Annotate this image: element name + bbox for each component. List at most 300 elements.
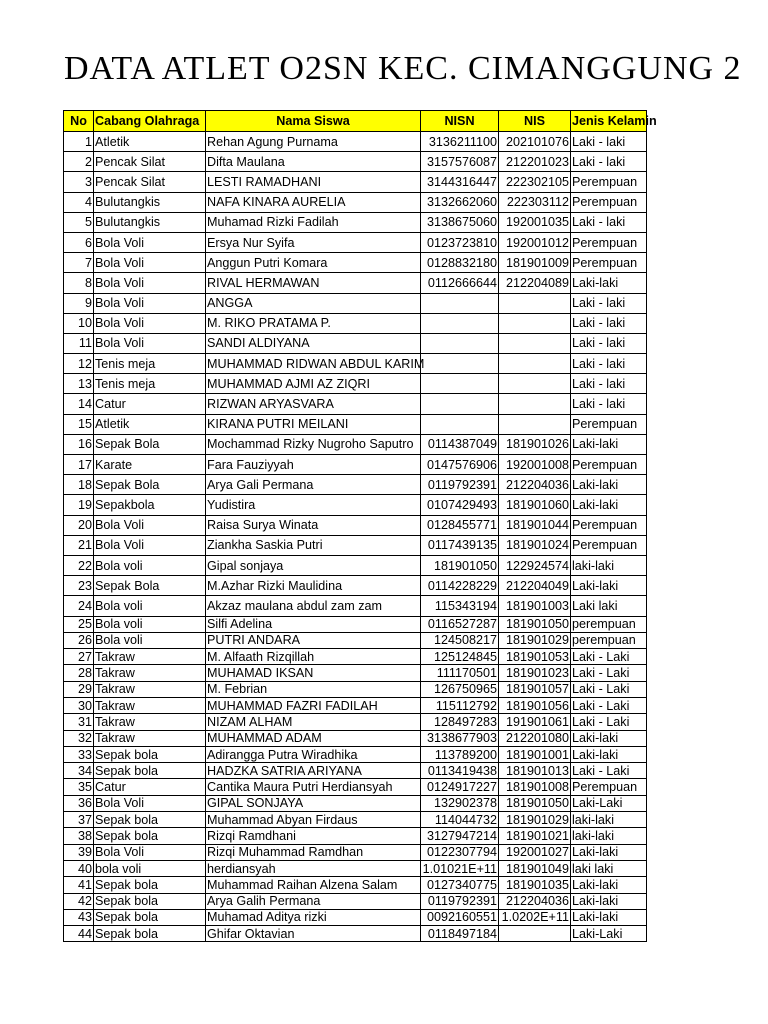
cell-no: 10 [64,313,94,333]
cell-no: 31 [64,714,94,730]
cell-nama: Rizqi Ramdhani [206,828,421,844]
cell-no: 43 [64,909,94,925]
cell-cabang: Bola Voli [94,844,206,860]
cell-nisn: 0107429493 [421,495,499,515]
cell-nisn: 124508217 [421,632,499,648]
cell-cabang: Takraw [94,697,206,713]
cell-cabang: Bola Voli [94,535,206,555]
table-row [64,763,647,779]
cell-jenis-kelamin: Laki-laki [571,576,647,596]
table-row [64,860,647,876]
cell-cabang: Sepak Bola [94,475,206,495]
cell-nama: MUHAMMAD ADAM [206,730,421,746]
cell-nisn: 0122307794 [421,844,499,860]
cell-nama: MUHAMMAD RIDWAN ABDUL KARIM [206,354,421,374]
cell-nis: 181901056 [499,697,571,713]
cell-jenis-kelamin: Laki-laki [571,475,647,495]
cell-nisn: 115112792 [421,697,499,713]
cell-nama: HADZKA SATRIA ARIYANA [206,763,421,779]
cell-no: 24 [64,596,94,616]
cell-nisn: 128497283 [421,714,499,730]
cell-nis: 181901023 [499,665,571,681]
cell-no: 11 [64,333,94,353]
cell-no: 8 [64,273,94,293]
cell-cabang: Atletik [94,414,206,434]
cell-nis: 212204036 [499,893,571,909]
cell-nisn: 126750965 [421,681,499,697]
cell-no: 23 [64,576,94,596]
cell-nama: Anggun Putri Komara [206,253,421,273]
cell-jenis-kelamin: Laki-laki [571,730,647,746]
cell-cabang: Bola Voli [94,273,206,293]
cell-nis [499,394,571,414]
cell-jenis-kelamin: Laki-laki [571,434,647,454]
cell-jenis-kelamin: Laki - laki [571,333,647,353]
cell-no: 44 [64,926,94,942]
cell-nama: Silfi Adelina [206,616,421,632]
cell-nisn: 0114387049 [421,434,499,454]
table-body [64,132,647,942]
table-row [64,844,647,860]
cell-nisn [421,293,499,313]
cell-cabang: Sepakbola [94,495,206,515]
cell-no: 40 [64,860,94,876]
cell-cabang: Takraw [94,649,206,665]
table-row [64,714,647,730]
cell-nisn: 125124845 [421,649,499,665]
cell-nisn: 114044732 [421,812,499,828]
cell-no: 35 [64,779,94,795]
cell-nisn: 3157576087 [421,152,499,172]
table-row [64,354,647,374]
cell-jenis-kelamin: Perempuan [571,535,647,555]
cell-nama: Mochammad Rizky Nugroho Saputro [206,434,421,454]
header-nisn: NISN [421,111,499,132]
cell-nama: Muhammad Raihan Alzena Salam [206,877,421,893]
cell-nama: PUTRI ANDARA [206,632,421,648]
cell-nama: Gipal sonjaya [206,555,421,575]
cell-cabang: Sepak bola [94,746,206,762]
cell-nisn: 0127340775 [421,877,499,893]
cell-nama: RIZWAN ARYASVARA [206,394,421,414]
cell-nama: Ghifar Oktavian [206,926,421,942]
cell-no: 38 [64,828,94,844]
cell-jenis-kelamin: laki-laki [571,555,647,575]
cell-no: 12 [64,354,94,374]
cell-nisn: 1.01021E+11 [421,860,499,876]
table-row [64,414,647,434]
cell-nis: 181901050 [499,795,571,811]
cell-nama: ANGGA [206,293,421,313]
cell-no: 17 [64,455,94,475]
cell-no: 3 [64,172,94,192]
cell-nisn: 0118497184 [421,926,499,942]
cell-cabang: Bola Voli [94,333,206,353]
cell-nis: 222302105 [499,172,571,192]
cell-cabang: Pencak Silat [94,152,206,172]
cell-nisn: 181901050 [421,555,499,575]
athlete-table [63,110,657,942]
cell-nis: 181901053 [499,649,571,665]
header-jenis-kelamin: Jenis Kelamin [571,111,647,132]
cell-jenis-kelamin: Perempuan [571,192,647,212]
table-row [64,212,647,232]
cell-nisn [421,394,499,414]
table-row [64,926,647,942]
table-row [64,665,647,681]
table-row [64,293,647,313]
cell-no: 36 [64,795,94,811]
cell-nis: 202101076 [499,132,571,152]
table-row [64,730,647,746]
cell-no: 13 [64,374,94,394]
cell-cabang: Sepak bola [94,828,206,844]
cell-nama: Arya Galih Permana [206,893,421,909]
cell-nis: 181901029 [499,632,571,648]
cell-cabang: Atletik [94,132,206,152]
cell-nis: 181901008 [499,779,571,795]
cell-no: 2 [64,152,94,172]
cell-nama: Muhamad Aditya rizki [206,909,421,925]
cell-cabang: Bola Voli [94,253,206,273]
cell-nisn: 3144316447 [421,172,499,192]
cell-nama: SANDI ALDIYANA [206,333,421,353]
table-row [64,893,647,909]
header-nis: NIS [499,111,571,132]
cell-no: 14 [64,394,94,414]
cell-nama: KIRANA PUTRI MEILANI [206,414,421,434]
cell-cabang: Bulutangkis [94,212,206,232]
cell-no: 9 [64,293,94,313]
cell-nama: MUHAMMAD FAZRI FADILAH [206,697,421,713]
cell-nis: 181901009 [499,253,571,273]
table-row [64,649,647,665]
cell-nama: Rehan Agung Purnama [206,132,421,152]
cell-no: 28 [64,665,94,681]
cell-no: 39 [64,844,94,860]
cell-cabang: Sepak bola [94,926,206,942]
cell-cabang: Sepak Bola [94,576,206,596]
cell-no: 18 [64,475,94,495]
cell-nama: NIZAM ALHAM [206,714,421,730]
table-row [64,253,647,273]
cell-cabang: Bola Voli [94,313,206,333]
cell-no: 19 [64,495,94,515]
cell-cabang: Bola Voli [94,515,206,535]
cell-cabang: Bola voli [94,616,206,632]
cell-cabang: Sepak bola [94,893,206,909]
cell-nama: RIVAL HERMAWAN [206,273,421,293]
cell-nama: M. RIKO PRATAMA P. [206,313,421,333]
cell-nis: 212201080 [499,730,571,746]
cell-cabang: Bola Voli [94,293,206,313]
cell-no: 29 [64,681,94,697]
cell-nisn [421,374,499,394]
cell-no: 33 [64,746,94,762]
table-row [64,828,647,844]
cell-jenis-kelamin: Perempuan [571,172,647,192]
cell-nis: 181901003 [499,596,571,616]
cell-jenis-kelamin: Laki-laki [571,893,647,909]
table-row [64,632,647,648]
cell-no: 27 [64,649,94,665]
cell-nama: herdiansyah [206,860,421,876]
cell-no: 34 [64,763,94,779]
table-row [64,909,647,925]
cell-nisn: 0092160551 [421,909,499,925]
cell-jenis-kelamin: Perempuan [571,414,647,434]
cell-cabang: Sepak bola [94,909,206,925]
cell-cabang: Karate [94,455,206,475]
table-row [64,172,647,192]
cell-cabang: Takraw [94,730,206,746]
table-row [64,555,647,575]
cell-nisn: 0123723810 [421,232,499,252]
cell-nisn: 0124917227 [421,779,499,795]
cell-nisn: 3136211100 [421,132,499,152]
cell-jenis-kelamin: Laki-Laki [571,926,647,942]
cell-cabang: Sepak bola [94,812,206,828]
cell-no: 5 [64,212,94,232]
cell-jenis-kelamin: Laki - laki [571,293,647,313]
cell-nis: 181901021 [499,828,571,844]
cell-nama: Akzaz maulana abdul zam zam [206,596,421,616]
cell-jenis-kelamin: Laki - Laki [571,697,647,713]
cell-jenis-kelamin: laki-laki [571,812,647,828]
cell-nama: MUHAMAD IKSAN [206,665,421,681]
cell-nama: GIPAL SONJAYA [206,795,421,811]
cell-nisn: 132902378 [421,795,499,811]
cell-cabang: Takraw [94,681,206,697]
cell-nama: Adirangga Putra Wiradhika [206,746,421,762]
cell-nis [499,313,571,333]
cell-no: 37 [64,812,94,828]
cell-nisn: 0119792391 [421,475,499,495]
table-row [64,576,647,596]
cell-nis: 181901024 [499,535,571,555]
cell-nis: 212204036 [499,475,571,495]
table-row [64,495,647,515]
cell-cabang: Bola voli [94,632,206,648]
cell-jenis-kelamin: Laki - laki [571,394,647,414]
cell-no: 15 [64,414,94,434]
cell-cabang: Takraw [94,714,206,730]
cell-cabang: Bulutangkis [94,192,206,212]
header-row [64,111,647,132]
cell-nama: Yudistira [206,495,421,515]
cell-jenis-kelamin: Laki - Laki [571,649,647,665]
cell-nama: M. Alfaath Rizqillah [206,649,421,665]
cell-no: 1 [64,132,94,152]
cell-no: 32 [64,730,94,746]
cell-nama: NAFA KINARA AURELIA [206,192,421,212]
page-title [64,52,768,88]
cell-nama: Raisa Surya Winata [206,515,421,535]
table-row [64,313,647,333]
cell-nama: M.Azhar Rizki Maulidina [206,576,421,596]
cell-nis: 181901050 [499,616,571,632]
table-row [64,779,647,795]
cell-jenis-kelamin: Laki - laki [571,354,647,374]
cell-nisn [421,333,499,353]
table-row [64,681,647,697]
cell-jenis-kelamin: Laki - laki [571,152,647,172]
cell-jenis-kelamin: Laki-laki [571,273,647,293]
cell-nama: Difta Maulana [206,152,421,172]
cell-no: 7 [64,253,94,273]
cell-nis [499,293,571,313]
cell-jenis-kelamin: Laki - laki [571,132,647,152]
header-nama: Nama Siswa [206,111,421,132]
cell-no: 6 [64,232,94,252]
cell-no: 25 [64,616,94,632]
table-row [64,132,647,152]
table-row [64,152,647,172]
cell-no: 42 [64,893,94,909]
cell-cabang: Bola Voli [94,232,206,252]
cell-jenis-kelamin: Laki - laki [571,212,647,232]
cell-jenis-kelamin: Perempuan [571,455,647,475]
cell-jenis-kelamin: Laki-laki [571,746,647,762]
cell-nama: Muhammad Abyan Firdaus [206,812,421,828]
cell-nis: 212204049 [499,576,571,596]
cell-nama: Ersya Nur Syifa [206,232,421,252]
cell-nisn [421,414,499,434]
cell-nama: Rizqi Muhammad Ramdhan [206,844,421,860]
cell-nisn: 0116527287 [421,616,499,632]
cell-no: 30 [64,697,94,713]
cell-nis: 1.0202E+11 [499,909,571,925]
cell-nisn: 0112666644 [421,273,499,293]
cell-jenis-kelamin: Laki - Laki [571,763,647,779]
cell-no: 4 [64,192,94,212]
cell-cabang: Sepak Bola [94,434,206,454]
table-row [64,535,647,555]
table-row [64,697,647,713]
cell-nisn: 0128832180 [421,253,499,273]
table-row [64,232,647,252]
cell-no: 41 [64,877,94,893]
cell-jenis-kelamin: Perempuan [571,232,647,252]
header-cabang: Cabang Olahraga [94,111,206,132]
cell-nisn: 3138675060 [421,212,499,232]
cell-nisn: 0113419438 [421,763,499,779]
table-row [64,596,647,616]
table-row [64,795,647,811]
cell-nis: 212201023 [499,152,571,172]
cell-jenis-kelamin: Laki-laki [571,909,647,925]
cell-nisn: 0117439135 [421,535,499,555]
cell-jenis-kelamin: Laki-Laki [571,795,647,811]
cell-nama: LESTI RAMADHANI [206,172,421,192]
cell-nis [499,926,571,942]
cell-nama: MUHAMMAD AJMI AZ ZIQRI [206,374,421,394]
cell-nis: 181901013 [499,763,571,779]
cell-cabang: Pencak Silat [94,172,206,192]
table-row [64,374,647,394]
cell-nisn: 0128455771 [421,515,499,535]
cell-nis: 181901057 [499,681,571,697]
cell-cabang: Bola voli [94,596,206,616]
cell-cabang: Sepak bola [94,877,206,893]
table-row [64,475,647,495]
table-row [64,394,647,414]
cell-jenis-kelamin: Perempuan [571,779,647,795]
cell-nis: 181901049 [499,860,571,876]
cell-nis: 181901044 [499,515,571,535]
cell-jenis-kelamin: Perempuan [571,253,647,273]
cell-nis: 122924574 [499,555,571,575]
cell-nis: 181901029 [499,812,571,828]
cell-nis [499,354,571,374]
cell-jenis-kelamin: Laki-laki [571,844,647,860]
cell-nis: 192001027 [499,844,571,860]
header-no: No [64,111,94,132]
table-row [64,192,647,212]
cell-cabang: Catur [94,779,206,795]
page-title-text: DATA ATLET O2SN KEC. CIMANGGUNG 2 [64,50,742,87]
cell-no: 22 [64,555,94,575]
cell-nis: 192001035 [499,212,571,232]
cell-jenis-kelamin: Laki - laki [571,313,647,333]
cell-nis: 181901060 [499,495,571,515]
cell-nama: M. Febrian [206,681,421,697]
cell-nisn: 113789200 [421,746,499,762]
cell-nis: 212204089 [499,273,571,293]
cell-nisn [421,313,499,333]
table-row [64,515,647,535]
cell-nis [499,333,571,353]
cell-cabang: Tenis meja [94,374,206,394]
cell-jenis-kelamin: perempuan [571,616,647,632]
cell-jenis-kelamin: perempuan [571,632,647,648]
cell-jenis-kelamin: Laki - Laki [571,681,647,697]
table-row [64,434,647,454]
cell-jenis-kelamin: Perempuan [571,515,647,535]
cell-nama: Fara Fauziyyah [206,455,421,475]
cell-no: 26 [64,632,94,648]
table-row [64,455,647,475]
cell-no: 21 [64,535,94,555]
cell-jenis-kelamin: Laki laki [571,596,647,616]
cell-nisn: 111170501 [421,665,499,681]
cell-nisn: 0119792391 [421,893,499,909]
cell-cabang: bola voli [94,860,206,876]
cell-jenis-kelamin: laki laki [571,860,647,876]
cell-nis: 191901061 [499,714,571,730]
cell-jenis-kelamin: Laki - laki [571,374,647,394]
cell-nis: 192001012 [499,232,571,252]
cell-nama: Arya Gali Permana [206,475,421,495]
cell-nisn: 0114228229 [421,576,499,596]
cell-cabang: Tenis meja [94,354,206,374]
cell-nis: 222303112 [499,192,571,212]
cell-no: 20 [64,515,94,535]
cell-nis [499,374,571,394]
table-row [64,616,647,632]
cell-cabang: Bola voli [94,555,206,575]
cell-nama: Cantika Maura Putri Herdiansyah [206,779,421,795]
table-row [64,273,647,293]
cell-cabang: Catur [94,394,206,414]
cell-nis [499,414,571,434]
table-row [64,812,647,828]
cell-jenis-kelamin: Laki - Laki [571,714,647,730]
cell-nis: 181901001 [499,746,571,762]
cell-nama: Muhamad Rizki Fadilah [206,212,421,232]
cell-nisn: 3127947214 [421,828,499,844]
cell-jenis-kelamin: Laki-laki [571,495,647,515]
